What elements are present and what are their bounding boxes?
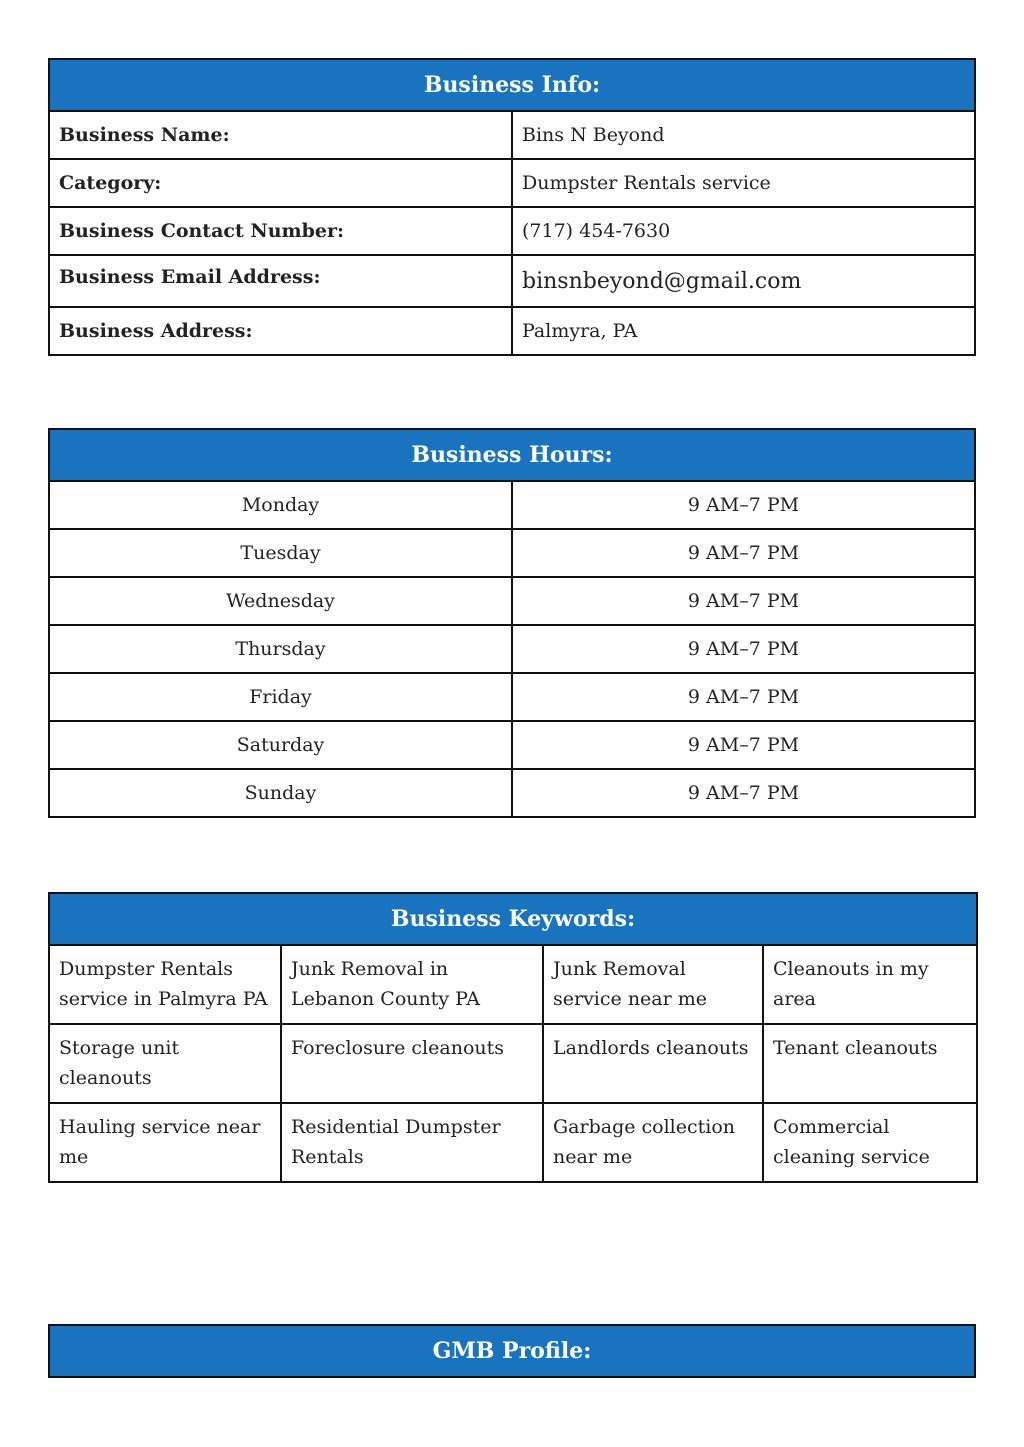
table-row <box>49 769 975 817</box>
hours-cell: 9 AM–7 PM <box>512 625 975 673</box>
keyword-cell: Residential Dumpster Rentals <box>281 1103 543 1182</box>
keyword-cell: Junk Removal service near me <box>543 945 763 1024</box>
day-cell: Monday <box>49 481 512 529</box>
email-value: binsnbeyond@gmail.com <box>512 255 975 307</box>
keyword-cell: Junk Removal in Lebanon County PA <box>281 945 543 1024</box>
business-info-header: Business Info: <box>49 59 975 111</box>
day-cell: Wednesday <box>49 577 512 625</box>
table-row <box>49 625 975 673</box>
table-row <box>49 1103 977 1182</box>
email-label: Business Email Address: <box>49 255 512 307</box>
keyword-cell: Landlords cleanouts <box>543 1024 763 1103</box>
category-value: Dumpster Rentals service <box>512 159 975 207</box>
table-row <box>49 255 975 307</box>
table-row <box>49 673 975 721</box>
table-row <box>49 307 975 355</box>
day-cell: Thursday <box>49 625 512 673</box>
hours-cell: 9 AM–7 PM <box>512 673 975 721</box>
table-row <box>49 111 975 159</box>
hours-cell: 9 AM–7 PM <box>512 721 975 769</box>
table-row <box>49 529 975 577</box>
gmb-profile-table <box>48 1324 976 1378</box>
contact-number-value: (717) 454-7630 <box>512 207 975 255</box>
table-row <box>49 159 975 207</box>
table-row <box>49 481 975 529</box>
hours-cell: 9 AM–7 PM <box>512 769 975 817</box>
category-label: Category: <box>49 159 512 207</box>
table-row <box>49 1024 977 1103</box>
contact-number-label: Business Contact Number: <box>49 207 512 255</box>
business-info-table <box>48 58 976 356</box>
hours-cell: 9 AM–7 PM <box>512 529 975 577</box>
table-row <box>49 721 975 769</box>
gmb-profile-header: GMB Profile: <box>49 1325 975 1377</box>
day-cell: Saturday <box>49 721 512 769</box>
business-name-label: Business Name: <box>49 111 512 159</box>
hours-cell: 9 AM–7 PM <box>512 481 975 529</box>
keyword-cell: Tenant cleanouts <box>763 1024 977 1103</box>
keyword-cell: Dumpster Rentals service in Palmyra PA <box>49 945 281 1024</box>
address-value: Palmyra, PA <box>512 307 975 355</box>
table-row <box>49 207 975 255</box>
day-cell: Tuesday <box>49 529 512 577</box>
hours-cell: 9 AM–7 PM <box>512 577 975 625</box>
table-row <box>49 577 975 625</box>
address-label: Business Address: <box>49 307 512 355</box>
keyword-cell: Commercial cleaning service <box>763 1103 977 1182</box>
business-hours-header: Business Hours: <box>49 429 975 481</box>
keyword-cell: Foreclosure cleanouts <box>281 1024 543 1103</box>
keyword-cell: Cleanouts in my area <box>763 945 977 1024</box>
business-keywords-header: Business Keywords: <box>49 893 977 945</box>
business-name-value: Bins N Beyond <box>512 111 975 159</box>
day-cell: Sunday <box>49 769 512 817</box>
table-row <box>49 945 977 1024</box>
business-hours-table <box>48 428 976 818</box>
business-keywords-table <box>48 892 978 1183</box>
keyword-cell: Hauling service near me <box>49 1103 281 1182</box>
keyword-cell: Storage unit cleanouts <box>49 1024 281 1103</box>
keyword-cell: Garbage collection near me <box>543 1103 763 1182</box>
day-cell: Friday <box>49 673 512 721</box>
